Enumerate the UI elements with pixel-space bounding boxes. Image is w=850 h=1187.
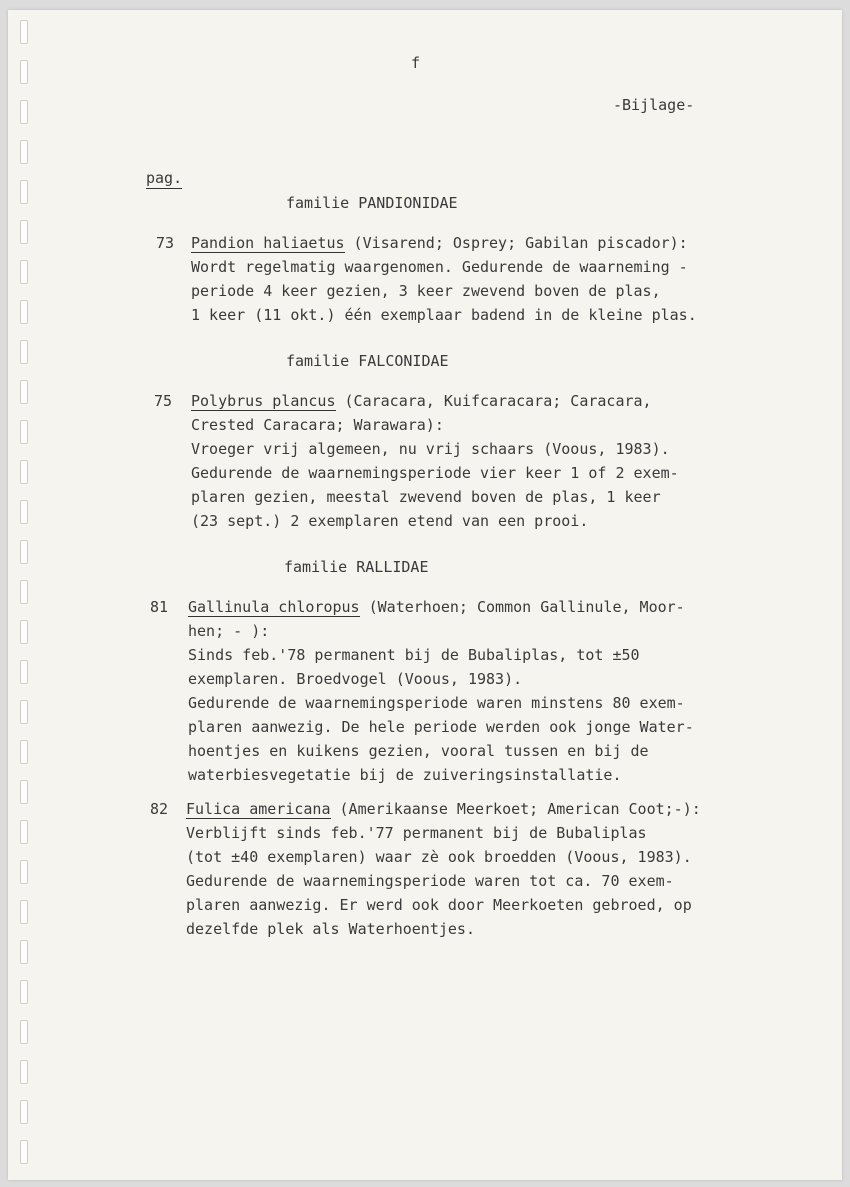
species-entry: Fulica americana (Amerikaanse Meerkoet; American Coot;-):	[186, 800, 701, 818]
entry-line: hoentjes en kuikens gezien, vooral tussen en bij de	[188, 742, 649, 760]
species-name: Polybrus plancus	[191, 392, 336, 410]
entry-line: plaren gezien, meestal zwevend boven de plas, 1 keer	[191, 488, 661, 506]
entry-line: Gedurende de waarnemingsperiode waren tot ca. 70 exem-	[186, 872, 674, 890]
entry-line: hen; - ):	[188, 622, 270, 640]
species-entry: Polybrus plancus (Caracara, Kuifcaracara; Caracara,	[191, 392, 652, 410]
entry-line: Crested Caracara; Warawara):	[191, 416, 444, 434]
family-heading: familie PANDIONIDAE	[286, 194, 458, 212]
entry-line: exemplaren. Broedvogel (Voous, 1983).	[188, 670, 523, 688]
entry-line: 1 keer (11 okt.) één exemplaar badend in de kleine plas.	[191, 306, 697, 324]
entry-line: plaren aanwezig. Er werd ook door Meerkoeten gebroed, op	[186, 896, 692, 914]
entry-line: periode 4 keer gezien, 3 keer zwevend boven de plas,	[191, 282, 661, 300]
appendix-label: -Bijlage-	[613, 96, 695, 114]
species-number: 75	[154, 392, 173, 410]
family-heading: familie FALCONIDAE	[286, 352, 449, 370]
entry-line: plaren aanwezig. De hele periode werden ook jonge Water-	[188, 718, 694, 736]
binding-holes	[20, 10, 34, 1180]
species-name: Gallinula chloropus	[188, 598, 360, 616]
entry-line: waterbiesvegetatie bij de zuiveringsinstallatie.	[188, 766, 622, 784]
entry-line: Wordt regelmatig waargenomen. Gedurende de waarneming -	[191, 258, 688, 276]
species-number: 81	[150, 598, 169, 616]
entry-line: dezelfde plek als Waterhoentjes.	[186, 920, 475, 938]
species-entry: Gallinula chloropus (Waterhoen; Common Gallinule, Moor-	[188, 598, 685, 616]
entry-line: (23 sept.) 2 exemplaren etend van een prooi.	[191, 512, 589, 530]
entry-line: Verblijft sinds feb.'77 permanent bij de Bubaliplas	[186, 824, 647, 842]
entry-line: Gedurende de waarnemingsperiode waren minstens 80 exem-	[188, 694, 685, 712]
pag-label: pag.	[146, 169, 183, 187]
document-page	[8, 10, 842, 1180]
entry-line: (tot ±40 exemplaren) waar zè ook broedden (Voous, 1983).	[186, 848, 692, 866]
species-number: 82	[150, 800, 169, 818]
species-number: 73	[156, 234, 175, 252]
entry-line: Sinds feb.'78 permanent bij de Bubaliplas, tot ±50	[188, 646, 640, 664]
page-letter: f	[411, 54, 421, 72]
species-name: Fulica americana	[186, 800, 331, 818]
species-name: Pandion haliaetus	[191, 234, 345, 252]
entry-line: Gedurende de waarnemingsperiode vier keer 1 of 2 exem-	[191, 464, 679, 482]
entry-line: Vroeger vrij algemeen, nu vrij schaars (Voous, 1983).	[191, 440, 670, 458]
species-entry: Pandion haliaetus (Visarend; Osprey; Gabilan piscador):	[191, 234, 688, 252]
family-heading: familie RALLIDAE	[284, 558, 429, 576]
